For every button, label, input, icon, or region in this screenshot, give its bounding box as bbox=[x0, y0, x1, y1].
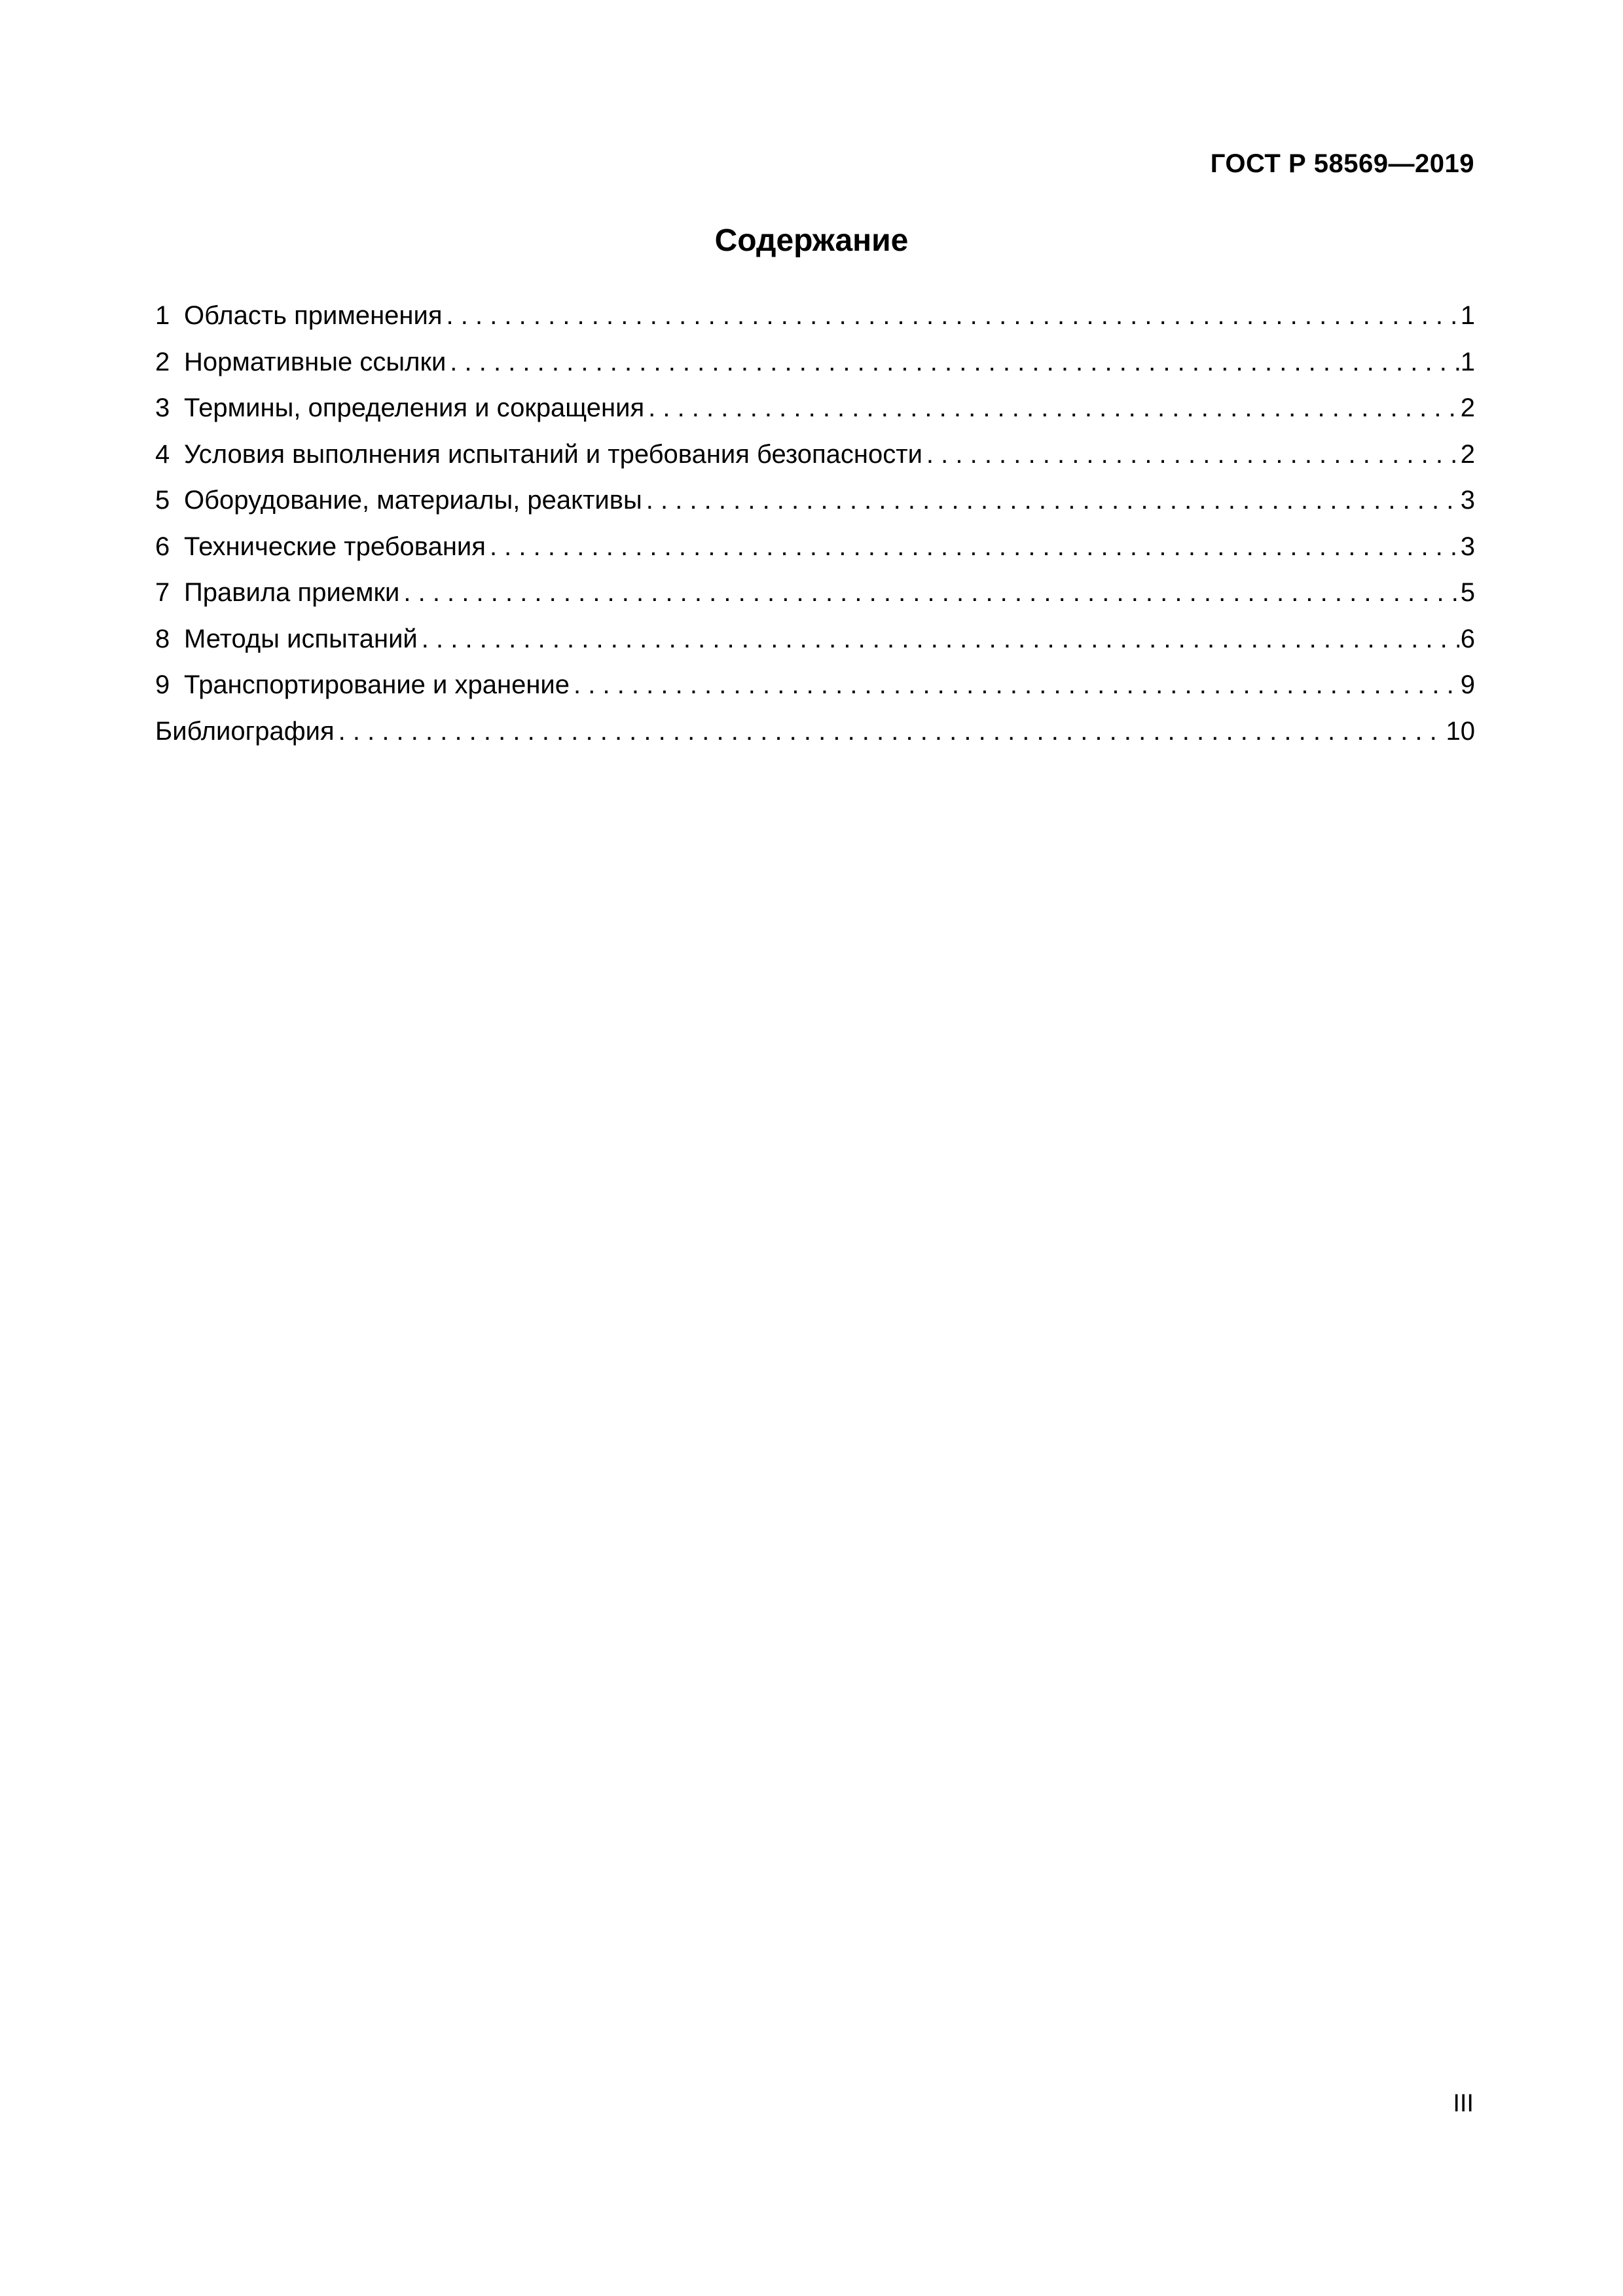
toc-entry-label: Термины, определения и сокращения bbox=[184, 393, 645, 422]
toc-entry-label: Транспортирование и хранение bbox=[184, 670, 570, 699]
toc-leader-dots bbox=[422, 625, 1459, 654]
toc-entry-number: 3 bbox=[155, 393, 170, 422]
toc-entry-page: 3 bbox=[1460, 532, 1475, 561]
toc-entry-bibliography[interactable] bbox=[155, 717, 1475, 763]
page-number: III bbox=[1453, 2090, 1474, 2117]
toc-entry-page: 2 bbox=[1460, 393, 1475, 422]
toc-entry-number: 7 bbox=[155, 578, 170, 607]
toc-entry-label: Методы испытаний bbox=[184, 624, 418, 653]
toc-leader-dots bbox=[450, 348, 1459, 377]
toc-entry-label: Условия выполнения испытаний и требования безопасности bbox=[184, 439, 922, 469]
toc-entry-number: 5 bbox=[155, 486, 170, 515]
toc-entry-page: 2 bbox=[1460, 439, 1475, 469]
toc-entry-number: 1 bbox=[155, 301, 170, 330]
toc-entry-page: 3 bbox=[1460, 486, 1475, 515]
toc-leader-dots bbox=[403, 578, 1459, 608]
toc-entry-number: 6 bbox=[155, 532, 170, 561]
toc-entry[interactable] bbox=[155, 301, 1475, 348]
toc-entry[interactable] bbox=[155, 578, 1475, 625]
toc-entry-page: 5 bbox=[1460, 578, 1475, 607]
toc-entry-page: 1 bbox=[1460, 301, 1475, 330]
toc-leader-dots bbox=[447, 301, 1459, 331]
toc-entry-number: 4 bbox=[155, 439, 170, 469]
toc-entry[interactable] bbox=[155, 348, 1475, 394]
toc-entry-label: Область применения bbox=[184, 301, 443, 330]
toc-entry[interactable] bbox=[155, 486, 1475, 532]
toc-leader-dots bbox=[574, 670, 1459, 700]
toc-entry-label: Правила приемки bbox=[184, 578, 400, 607]
toc-leader-dots bbox=[338, 717, 1445, 746]
toc-entry-page: 10 bbox=[1446, 716, 1475, 746]
toc-entry[interactable] bbox=[155, 440, 1475, 486]
toc-entry-label: Библиография bbox=[155, 716, 335, 746]
toc-entry[interactable] bbox=[155, 532, 1475, 579]
toc-entry-number: 9 bbox=[155, 670, 170, 699]
document-code: ГОСТ Р 58569—2019 bbox=[1210, 149, 1474, 178]
toc-entry-label: Нормативные ссылки bbox=[184, 347, 447, 376]
toc-entry-number: 8 bbox=[155, 624, 170, 653]
toc-entry-number: 2 bbox=[155, 347, 170, 376]
toc-title: Содержание bbox=[714, 223, 909, 258]
toc-entry-page: 9 bbox=[1460, 670, 1475, 699]
toc-entry[interactable] bbox=[155, 625, 1475, 671]
toc-entry-label: Оборудование, материалы, реактивы bbox=[184, 486, 642, 515]
toc-entry-page: 1 bbox=[1460, 347, 1475, 376]
toc-entry[interactable] bbox=[155, 670, 1475, 717]
toc-entry[interactable] bbox=[155, 393, 1475, 440]
toc-entry-label: Технические требования bbox=[184, 532, 486, 561]
toc-leader-dots bbox=[648, 393, 1459, 423]
toc-leader-dots bbox=[926, 440, 1459, 469]
toc-entry-page: 6 bbox=[1460, 624, 1475, 653]
toc-leader-dots bbox=[490, 532, 1459, 562]
toc-leader-dots bbox=[646, 486, 1459, 515]
table-of-contents bbox=[155, 301, 1475, 763]
